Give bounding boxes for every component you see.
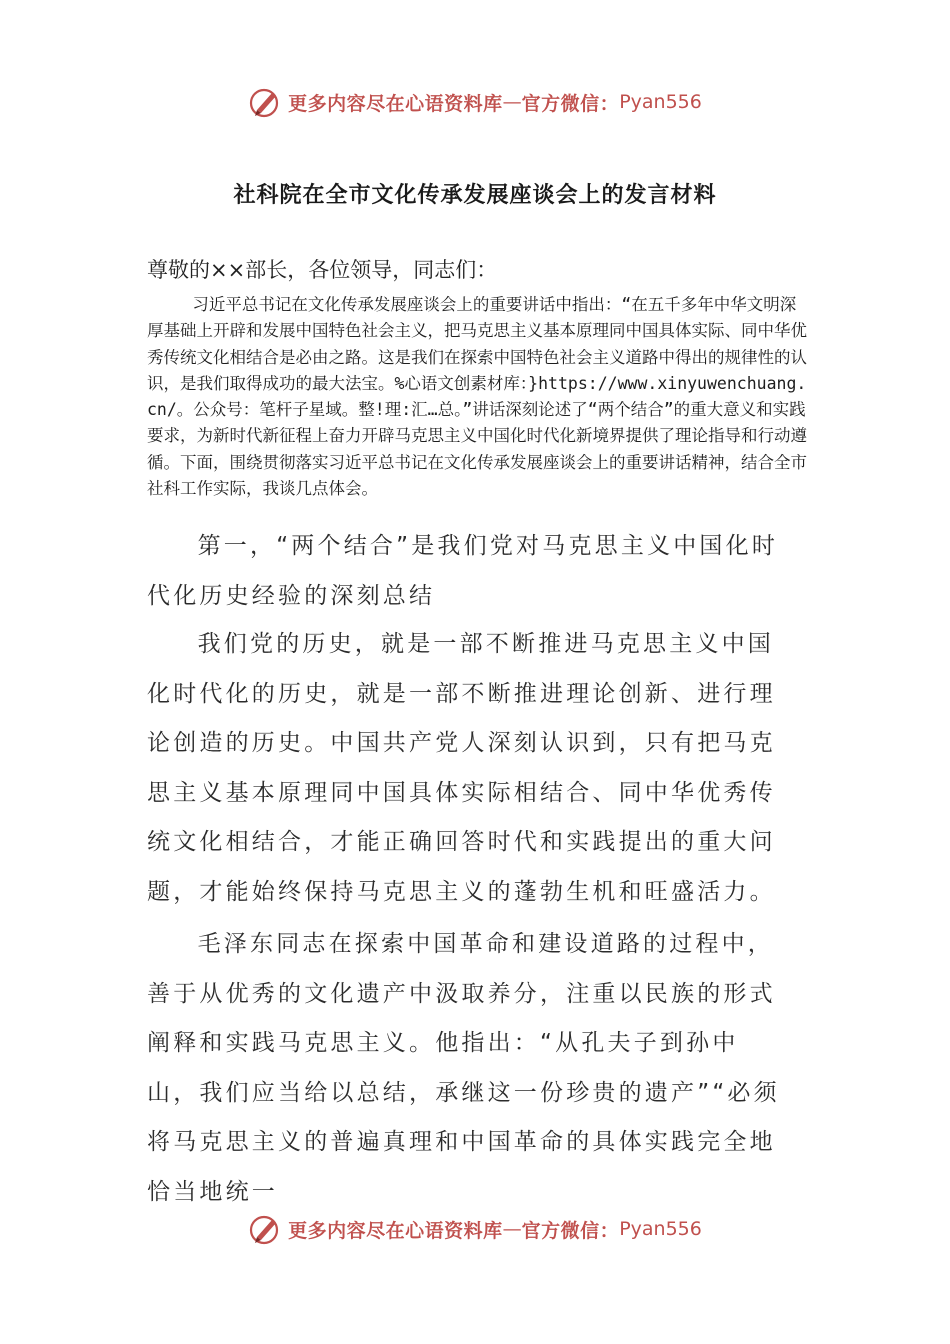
body-paragraph-1: 我们党的历史，就是一部不断推进马克思主义中国化时代化的历史，就是一部不断推进理论创新、进行理论创造的历史。中国共产党人深刻认识到，只有把马克思主义基本原理同中国具体实际相结合、同中华优秀传统文化相结合，才能正确回答时代和实践提出的重大问题，才能始终保持马克思主义的蓬勃生机和旺盛活力。	[147, 631, 776, 905]
pen-logo-icon	[248, 1212, 282, 1246]
official-label: 官方微信：	[521, 1219, 620, 1242]
banner-dash: —	[502, 1218, 522, 1240]
wechat-id: Pyan556	[619, 1218, 702, 1240]
intro-paragraph: 习近平总书记在文化传承发展座谈会上的重要讲话中指出：“在五千多年中华文明深厚基础上开辟和发展中国特色社会主义，把马克思主义基本原理同中国具体实际、同中华优秀传统文化相结合是必由之路。这是我们在探索中国特色社会主义道路中得出的规律性的认识，是我们取得成功的最大法宝。%心语文创素材库：}https://www.xinyuwenchuang.cn/。公众号：笔杆子星域。整!理:汇…总。”讲话深刻论述了“两个结合”的重大意义和实践要求，为新时代新征程上奋力开辟马克思主义中国化时代化新境界提供了理论指导和行动遵循。下面，围绕贯彻落实习近平总书记在文化传承发展座谈会上的重要讲话精神，结合全市社科工作实际，我谈几点体会。	[147, 295, 807, 499]
promo-text: 更多内容尽在心语资料库	[288, 92, 503, 115]
salutation: 尊敬的××部长，各位领导，同志们：	[147, 258, 498, 282]
document-title: 社科院在全市文化传承发展座谈会上的发言材料	[233, 183, 717, 208]
banner-dash: —	[502, 91, 522, 113]
wechat-id: Pyan556	[619, 91, 702, 113]
section-heading-1: 第一，“两个结合”是我们党对马克思主义中国化时代化历史经验的深刻总结	[147, 533, 779, 609]
official-label: 官方微信：	[521, 92, 620, 115]
body-paragraph-2: 毛泽东同志在探索中国革命和建设道路的过程中，善于从优秀的文化遗产中汲取养分，注重以民族的形式阐释和实践马克思主义。他指出：“从孔夫子到孙中山，我们应当给以总结，承继这一份珍贵的遗产”“必须将马克思主义的普遍真理和中国革命的具体实践完全地恰当地统一	[147, 931, 780, 1205]
promo-text: 更多内容尽在心语资料库	[288, 1219, 503, 1242]
footer-banner	[0, 1207, 950, 1251]
header-banner	[0, 80, 950, 124]
pen-logo-icon	[248, 85, 282, 119]
